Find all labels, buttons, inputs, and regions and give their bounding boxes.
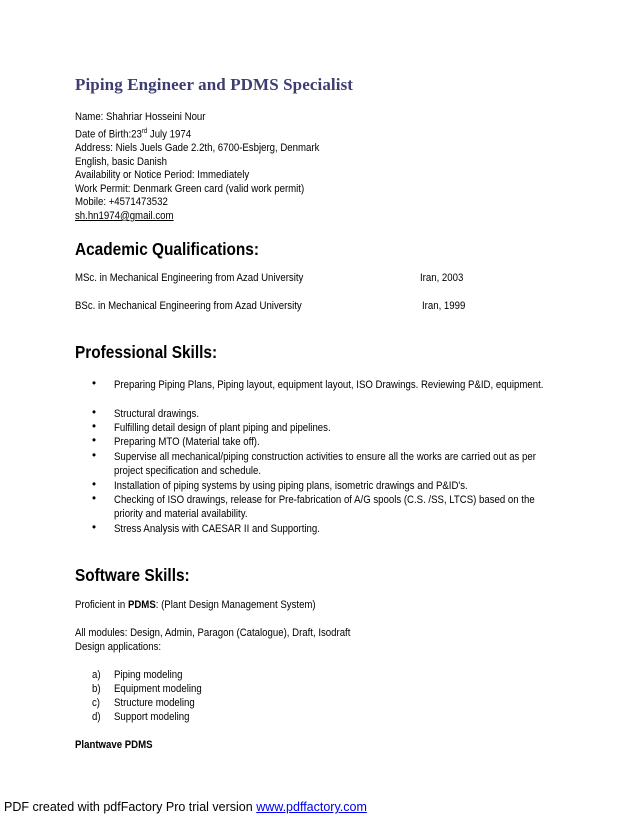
list-item: Piping modeling [114,669,183,681]
professional-heading: Professional Skills: [75,342,218,362]
academic-place-1: Iran, 2003 [420,272,464,284]
work-permit-line: Work Permit: Denmark Green card (valid work permit) [75,182,305,195]
list-marker: b) [92,683,101,695]
bullet-icon: • [92,421,97,433]
modules-line: All modules: Design, Admin, Paragon (Catalogue), Draft, Isodraft [75,627,351,639]
skill-item: Checking of ISO drawings, release for Pre-fabrication of A/G spools (C.S. /SS, LTCS) based on the priority and material availability. [114,494,535,520]
availability-line: Availability or Notice Period: Immediately [75,169,250,182]
list-item: Equipment modeling [114,683,202,695]
bullet-icon: • [92,378,97,390]
mobile-line: Mobile: +4571473532 [75,196,168,209]
academic-degree-1: MSc. in Mechanical Engineering from Azad University [75,272,304,284]
plantwave-line: Plantwave PDMS [75,739,153,751]
list-marker: c) [92,697,101,709]
skill-item: Preparing Piping Plans, Piping layout, equipment layout, ISO Drawings. Reviewing P&ID, equipment. [114,379,544,391]
pdf-footer [4,800,367,814]
contact-info [75,111,319,223]
bullet-icon: • [92,522,97,534]
academic-heading: Academic Qualifications: [75,239,260,259]
skill-item: Installation of piping systems by using piping plans, isometric drawings and P&ID's. [114,480,468,492]
name-line: Name: Shahriar Hosseini Nour [75,111,206,123]
footer-text: PDF created with pdfFactory Pro trial version [4,800,257,814]
software-heading: Software Skills: [75,565,190,585]
bullet-icon: • [92,493,97,505]
skill-item: Stress Analysis with CAESAR II and Supporting. [114,523,320,535]
bullet-icon: • [92,407,97,419]
skill-item: Structural drawings. [114,408,200,420]
academic-degree-2: BSc. in Mechanical Engineering from Azad University [75,300,302,312]
list-item: Support modeling [114,711,190,723]
bullet-icon: • [92,435,97,447]
proficient-prefix: Proficient in [75,599,128,611]
email-link[interactable]: sh.hn1974@gmail.com [75,209,174,222]
academic-place-2: Iran, 1999 [422,300,466,312]
proficient-line [75,599,316,611]
proficient-bold: PDMS [127,599,156,611]
skill-item: Preparing MTO (Material take off). [114,436,260,448]
languages-line: English, basic Danish [75,155,167,168]
footer-link[interactable]: www.pdffactory.com [256,800,367,814]
skill-item: Supervise all mechanical/piping construction activities to ensure all the works are carried out as per project specification and schedule. [114,451,536,477]
list-marker: d) [92,711,101,723]
skill-item: Fulfilling detail design of plant piping and pipelines. [114,422,331,434]
bullet-icon: • [92,479,97,491]
list-marker: a) [92,669,101,681]
dob-suffix: July 1974 [147,128,192,141]
design-apps-line: Design applications: [75,641,162,653]
dob-sup: rd [141,127,148,135]
address-line: Address: Niels Juels Gade 2.2th, 6700-Esbjerg, Denmark [75,141,320,154]
page-title: Piping Engineer and PDMS Specialist [75,75,354,94]
dob-line [75,125,319,142]
list-item: Structure modeling [114,697,195,709]
dob-prefix: Date of Birth:23 [75,128,142,141]
bullet-icon: • [92,450,97,462]
proficient-suffix: : (Plant Design Management System) [155,599,316,611]
